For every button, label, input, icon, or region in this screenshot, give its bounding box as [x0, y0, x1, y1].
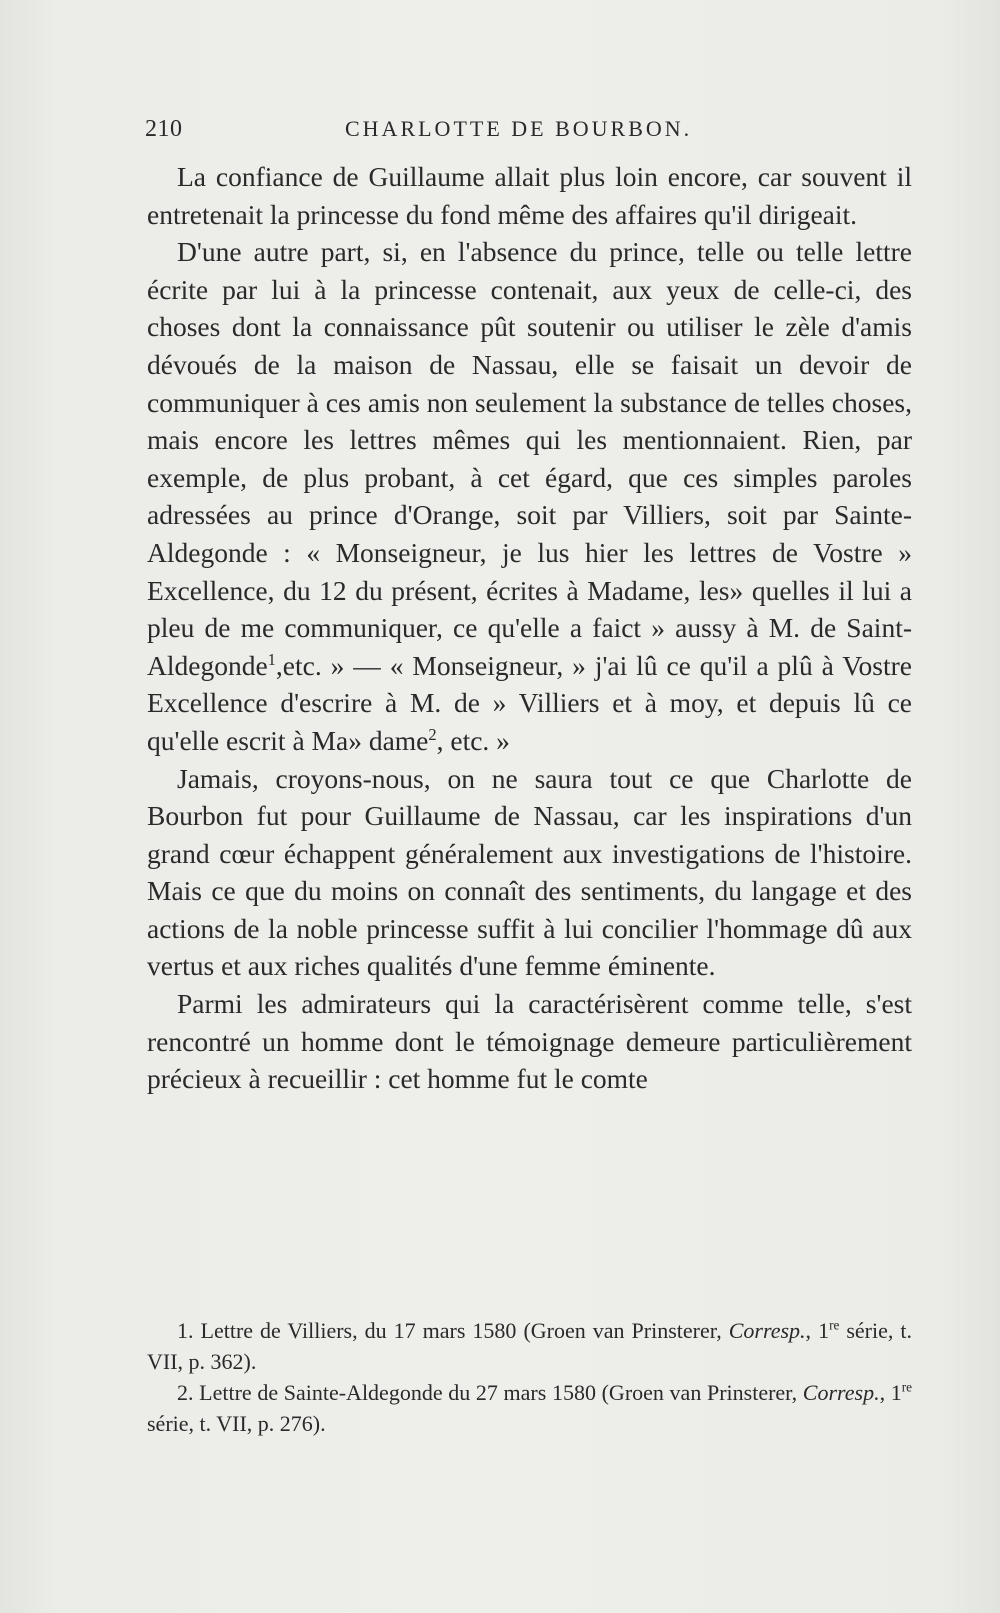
- footnote-1-series: , 1: [805, 1318, 830, 1343]
- footnote-1: [147, 1315, 912, 1377]
- footnotes: [147, 1315, 912, 1439]
- body-text: [147, 158, 912, 1098]
- paragraph-2-end: , etc. »: [436, 724, 510, 756]
- footnote-2-text: 2. Lettre de Sainte-Aldegonde du 27 mars 1580 (Groen van Prinsterer,: [177, 1380, 803, 1405]
- paragraph-1: La confiance de Guillaume allait plus loin encore, car souvent il entretenait la princesse du fond même des affaires qu'il dirigeait.: [147, 161, 912, 230]
- page-number: 210: [145, 116, 183, 142]
- footnote-2-title: Corresp.: [802, 1380, 880, 1405]
- running-title: CHARLOTTE DE BOURBON.: [345, 116, 693, 141]
- footnote-2-series: , 1: [879, 1380, 902, 1405]
- paragraph-3: Jamais, croyons-nous, on ne saura tout ce que Charlotte de Bourbon fut pour Guillaume de Nassau, car les inspirations d'un grand cœur échappent généralement aux investigations de l'histoire. Mais ce que du moins on connaît des sentiments, du langage et des actions de la noble princesse suffit à lui concilier l'hommage dû aux vertus et aux riches qualités d'une femme éminente.: [147, 762, 912, 982]
- footnote-1-title: Corresp.: [728, 1318, 806, 1343]
- paragraph-2-middle: ,etc. » — « Monseigneur, » j'ai lû ce qu'il a plû à Vostre Excellence d'escrire à M. de » Villiers et à moy, et depuis lû ce qu'elle escrit à Ma» dame: [147, 649, 912, 756]
- footnote-2: [147, 1377, 912, 1439]
- footnote-ref-2: 2: [428, 724, 437, 744]
- footnote-1-ref: série, t. VII, p. 362).: [147, 1318, 913, 1374]
- paragraph-2-text: D'une autre part, si, en l'absence du prince, telle ou telle lettre écrite par lui à la princesse contenait, aux yeux de celle-ci, des choses dont la connaissance pût soutenir ou utiliser le zèle d'amis dévoués de la maison de Nassau, elle se faisait un devoir de communiquer à ces amis non seulement la substance de telles choses, mais encore les lettres mêmes qui les mentionnaient. Rien, par exemple, de plus probant, à cet égard, que ces simples paroles adressées au prince d'Orange, soit par Villiers, soit par Sainte-Aldegonde : « Monseigneur, je lus hier les lettres de Vostre » Excellence, du 12 du présent, écrites à Madame, les» quelles il lui a pleu de me communiquer, ce qu'elle a faict » aussy à M. de Saint-Aldegonde: [147, 236, 912, 681]
- footnote-1-ordinal: re: [829, 1317, 840, 1333]
- footnote-2-ordinal: re: [901, 1379, 912, 1395]
- footnote-ref-1: 1: [267, 649, 276, 669]
- paragraph-4: Parmi les admirateurs qui la caractérisèrent comme telle, s'est rencontré un homme dont le témoignage demeure particulièrement précieux à recueillir : cet homme fut le comte: [147, 988, 912, 1095]
- footnote-2-ref: série, t. VII, p. 276).: [147, 1411, 326, 1436]
- paragraph-2: [147, 233, 912, 759]
- footnote-1-text: 1. Lettre de Villiers, du 17 mars 1580 (Groen van Prinsterer,: [177, 1318, 729, 1343]
- page-header: [145, 116, 755, 150]
